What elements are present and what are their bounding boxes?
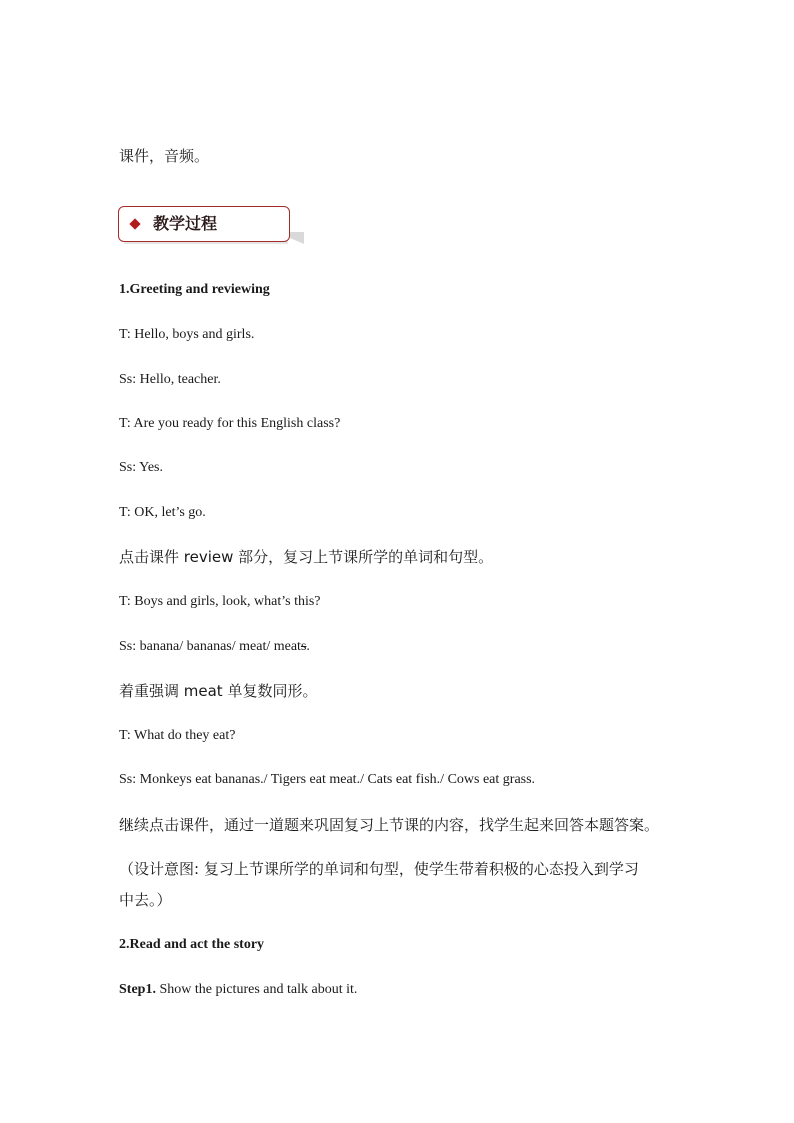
step-label: Step1. (119, 982, 156, 997)
instruction-line: 继续点击课件，通过一道题来巩固复习上节课的内容，找学生起来回答本题答案。 (119, 816, 660, 834)
instruction-line: 点击课件 review 部分，复习上节课所学的单词和句型。 (119, 548, 494, 566)
materials-text: 课件，音频。 (119, 147, 210, 165)
section-header (118, 206, 290, 242)
heading-story: 2.Read and act the story (119, 937, 265, 952)
dialogue-text: Ss: banana/ bananas/ meat/ meat (119, 639, 301, 654)
dialogue-line: T: Hello, boys and girls. (119, 327, 255, 342)
dialogue-line: T: OK, let’s go. (119, 505, 206, 520)
diamond-icon (129, 218, 140, 229)
section-title: 教学过程 (153, 214, 218, 233)
design-intent-line: （设计意图: 复习上节课所学的单词和句型，使学生带着积极的心态投入到学习 (119, 860, 639, 878)
dialogue-punct: . (306, 639, 310, 654)
dialogue-line (119, 637, 310, 657)
dialogue-line: Ss: Monkeys eat bananas./ Tigers eat meat./ Cats eat fish./ Cows eat grass. (119, 772, 536, 787)
instruction-line: 着重强调 meat 单复数同形。 (119, 682, 318, 700)
design-intent-line: 中去。） (119, 891, 172, 909)
struck-text: s (300, 639, 307, 654)
dialogue-line: T: Boys and girls, look, what’s this? (119, 594, 321, 609)
dialogue-line: T: What do they eat? (119, 728, 236, 743)
dialogue-line: Ss: Yes. (119, 460, 163, 475)
heading-greeting: 1.Greeting and reviewing (119, 282, 270, 297)
dialogue-line: Ss: Hello, teacher. (119, 372, 221, 387)
step-line (119, 980, 357, 1000)
dialogue-line: T: Are you ready for this English class? (119, 416, 341, 431)
step-text: Show the pictures and talk about it. (155, 982, 358, 997)
